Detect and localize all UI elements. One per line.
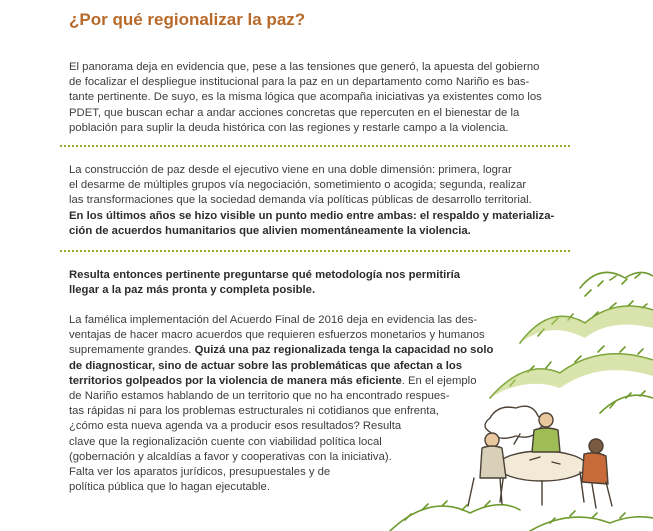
people-around-table-in-mountains-illustration	[370, 248, 653, 531]
paragraph-implementation: La famélica implementación del Acuerdo Final de 2016 deja en evidencia las des- ventajas de hacer macro acuerdos que requieren esfuerzos monetarios y humanos supremamente grandes. Quizá una paz regionalizada tenga la capacidad no solo de diagnosticar, sino de actuar sobre las problemáticas que afectan a los territorios golpeados por la violencia de manera más eficiente. En el ejemplo de Nariño estamos hablando de un territorio que no ha encontrado respues- tas rápidas ni para los problemas estructurales ni cotidianos que enfrenta, ¿cómo esta nueva agenda va a producir esos resultados? Resulta clave que la regionalización cuente con viabilidad política local (gobernación y alcaldías a favor y cooperativas con la iniciativa). Falta ver los aparatos jurídicos, presupuestales y de política pública que lo hagan ejecutable.	[69, 314, 494, 494]
paragraph-peace-construction: La construcción de paz desde el ejecutivo viene en una doble dimensión: primera, lograr el desarme de múltiples grupos vía negociación, sometimiento o acogida; segunda, realizar las transformaciones que la sociedad demanda vía políticas públicas de desarrollo territorial. En los últimos años se hizo visible un punto medio entre ambas: el respaldo y materializa- ción de acuerdos humanitarios que alivien momentáneamente la violencia.	[69, 164, 555, 237]
table	[498, 451, 586, 481]
person-left	[485, 433, 499, 447]
meeting-scene	[468, 406, 612, 508]
person-back	[539, 413, 553, 427]
paragraph-intro: El panorama deja en evidencia que, pese a las tensiones que generó, la apuesta del gobierno de focalizar el despliegue institucional para la paz en un departamento como Nariño es bas- tante pertinente. De suyo, es la misma lógica que acompaña iniciativas ya existentes como los PDET, que buscan echar a andar acciones concretas que repercuten en el bienestar de la población para suplir la deuda histórica con las regiones y restarle campo a la violencia.	[69, 61, 542, 134]
dotted-divider	[60, 145, 570, 147]
paragraph-question: Resulta entonces pertinente preguntarse qué metodología nos permitiría llegar a la paz más pronta y completa posible.	[69, 269, 461, 297]
person-right	[589, 439, 603, 453]
hill-shading	[490, 306, 653, 398]
section-title: ¿Por qué regionalizar la paz?	[69, 10, 306, 29]
